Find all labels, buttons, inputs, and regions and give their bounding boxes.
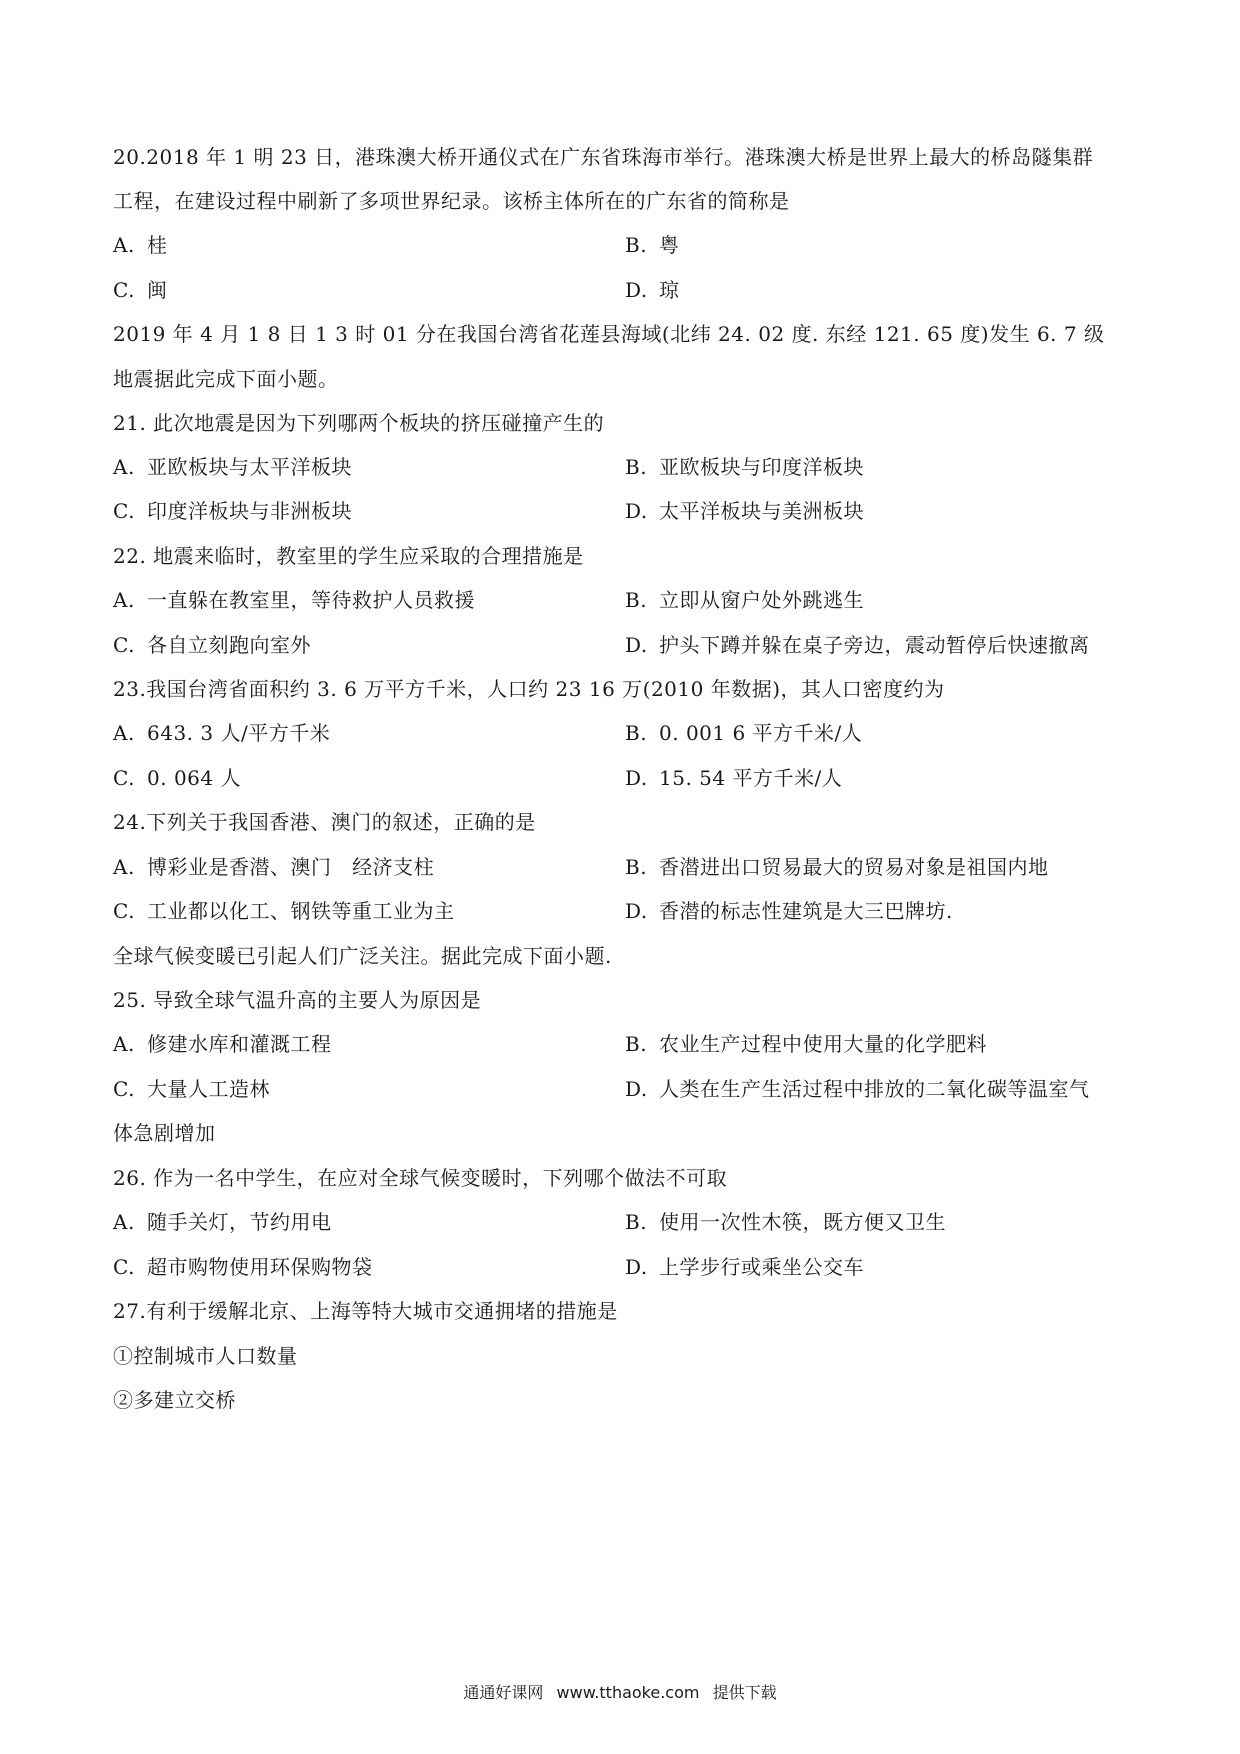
q24-stem: 24.下列关于我国香港、澳门的叙述，正确的是: [113, 810, 536, 834]
option-letter: A.: [113, 1032, 135, 1056]
option-letter: A.: [113, 233, 135, 257]
q21-option-c[interactable]: [113, 497, 352, 525]
option-letter: B.: [625, 588, 648, 612]
q21-option-d[interactable]: [625, 497, 864, 525]
option-text: 护头下蹲并躲在桌子旁边，震动暂停后快速撤离: [659, 633, 1090, 657]
option-letter: D.: [625, 1255, 648, 1279]
option-letter: C.: [113, 633, 135, 657]
q20-option-d[interactable]: [625, 276, 680, 304]
q26-option-c[interactable]: [113, 1253, 373, 1281]
climate-intro: 全球气候变暖已引起人们广泛关注。据此完成下面小题.: [113, 944, 612, 968]
option-text: 亚欧板块与印度洋板块: [659, 455, 864, 479]
option-text: 各自立刻跑向室外: [147, 633, 311, 657]
option-letter: A.: [113, 455, 135, 479]
option-letter: D.: [625, 1077, 648, 1101]
footer-site-name: 通通好课网: [463, 1683, 544, 1702]
q20-stem-line-2: 工程，在建设过程中刷新了多项世界纪录。该桥主体所在的广东省的简称是: [113, 189, 790, 213]
option-letter: B.: [625, 721, 648, 745]
q22-option-d[interactable]: [625, 631, 1090, 659]
q27-item-1: ①控制城市人口数量: [113, 1344, 298, 1368]
option-letter: B.: [625, 455, 648, 479]
q27-item-2: ②多建立交桥: [113, 1388, 236, 1412]
option-text: 大量人工造林: [147, 1077, 270, 1101]
q20-option-c[interactable]: [113, 276, 168, 304]
option-text: 亚欧板块与太平洋板块: [147, 455, 352, 479]
q25-option-b[interactable]: [625, 1030, 987, 1058]
option-text: 太平洋板块与美洲板块: [659, 499, 864, 523]
option-text: 立即从窗户处外跳逃生: [659, 588, 864, 612]
q23-option-d[interactable]: [625, 764, 842, 792]
q20-option-b[interactable]: [625, 231, 680, 259]
option-text: 使用一次性木筷，既方便又卫生: [659, 1210, 946, 1234]
q21-option-b[interactable]: [625, 453, 864, 481]
option-text: 香潜进出口贸易最大的贸易对象是祖国内地: [659, 855, 1049, 879]
option-text: 一直躲在教室里，等待救护人员救援: [147, 588, 475, 612]
q22-option-a[interactable]: [113, 586, 475, 614]
q25-option-a[interactable]: [113, 1030, 332, 1058]
option-text: 博彩业是香潜、澳门 经济支柱: [147, 855, 435, 879]
option-text: 人类在生产生活过程中排放的二氧化碳等温室气: [659, 1077, 1090, 1101]
option-text: 香潜的标志性建筑是大三巴牌坊.: [659, 899, 953, 923]
q22-stem: 22. 地震来临时，教室里的学生应采取的合理措施是: [113, 544, 584, 568]
q21-option-a[interactable]: [113, 453, 352, 481]
q20-option-a[interactable]: [113, 231, 168, 259]
option-letter: C.: [113, 1255, 135, 1279]
option-text: 印度洋板块与非洲板块: [147, 499, 352, 523]
option-text: 超市购物使用环保购物袋: [147, 1255, 373, 1279]
q20-stem-line-1: 20.2018 年 1 明 23 日，港珠澳大桥开通仪式在广东省珠海市举行。港珠澳大桥是世界上最大的桥岛隧集群: [113, 145, 1094, 169]
q23-option-c[interactable]: [113, 764, 241, 792]
option-text: 琼: [659, 278, 680, 302]
option-text: 0. 001 6 平方千米/人: [659, 721, 863, 745]
option-letter: C.: [113, 899, 135, 923]
q27-stem: 27.有利于缓解北京、上海等特大城市交通拥堵的措施是: [113, 1299, 618, 1323]
option-letter: D.: [625, 278, 648, 302]
q26-option-a[interactable]: [113, 1208, 332, 1236]
option-letter: D.: [625, 499, 648, 523]
q22-option-c[interactable]: [113, 631, 311, 659]
q25-option-d-continuation: 体急剧增加: [113, 1121, 216, 1145]
q25-option-d[interactable]: [625, 1075, 1090, 1103]
option-letter: B.: [625, 1032, 648, 1056]
q22-option-b[interactable]: [625, 586, 864, 614]
option-letter: A.: [113, 1210, 135, 1234]
option-text: 随手关灯，节约用电: [147, 1210, 332, 1234]
option-letter: B.: [625, 855, 648, 879]
option-letter: D.: [625, 633, 648, 657]
option-letter: A.: [113, 855, 135, 879]
option-letter: A.: [113, 588, 135, 612]
option-text: 桂: [147, 233, 168, 257]
option-text: 农业生产过程中使用大量的化学肥料: [659, 1032, 987, 1056]
option-letter: D.: [625, 766, 648, 790]
option-letter: C.: [113, 499, 135, 523]
quake-intro-line-1: 2019 年 4 月 1 8 日 1 3 时 01 分在我国台湾省花莲县海域(北纬 24. 02 度. 东经 121. 65 度)发生 6. 7 级: [113, 322, 1105, 346]
footer-url[interactable]: www.tthaoke.com: [556, 1683, 700, 1702]
footer-suffix: 提供下载: [712, 1683, 777, 1702]
q24-option-a[interactable]: [113, 853, 434, 881]
option-letter: C.: [113, 1077, 135, 1101]
q25-option-c[interactable]: [113, 1075, 270, 1103]
option-text: 工业都以化工、钢铁等重工业为主: [147, 899, 455, 923]
option-text: 643. 3 人/平方千米: [147, 721, 331, 745]
option-letter: D.: [625, 899, 648, 923]
option-text: 0. 064 人: [147, 766, 241, 790]
option-letter: B.: [625, 233, 648, 257]
option-letter: A.: [113, 721, 135, 745]
option-text: 修建水库和灌溉工程: [147, 1032, 332, 1056]
q24-option-d[interactable]: [625, 897, 953, 925]
q23-stem: 23.我国台湾省面积约 3. 6 万平方千米，人口约 23 16 万(2010 年数据)，其人口密度约为: [113, 677, 945, 701]
quake-intro-line-2: 地震据此完成下面小题。: [113, 367, 339, 391]
option-text: 粤: [659, 233, 680, 257]
option-text: 15. 54 平方千米/人: [659, 766, 843, 790]
q26-stem: 26. 作为一名中学生，在应对全球气候变暖时，下列哪个做法不可取: [113, 1166, 728, 1190]
option-letter: C.: [113, 766, 135, 790]
q25-stem: 25. 导致全球气温升高的主要人为原因是: [113, 988, 482, 1012]
option-text: 闽: [147, 278, 168, 302]
q24-option-b[interactable]: [625, 853, 1049, 881]
q26-option-d[interactable]: [625, 1253, 864, 1281]
option-text: 上学步行或乘坐公交车: [659, 1255, 864, 1279]
q26-option-b[interactable]: [625, 1208, 946, 1236]
q21-stem: 21. 此次地震是因为下列哪两个板块的挤压碰撞产生的: [113, 411, 605, 435]
option-letter: C.: [113, 278, 135, 302]
q24-option-c[interactable]: [113, 897, 455, 925]
page-footer: [0, 1682, 1240, 1704]
q23-option-a[interactable]: [113, 719, 330, 747]
q23-option-b[interactable]: [625, 719, 862, 747]
option-letter: B.: [625, 1210, 648, 1234]
